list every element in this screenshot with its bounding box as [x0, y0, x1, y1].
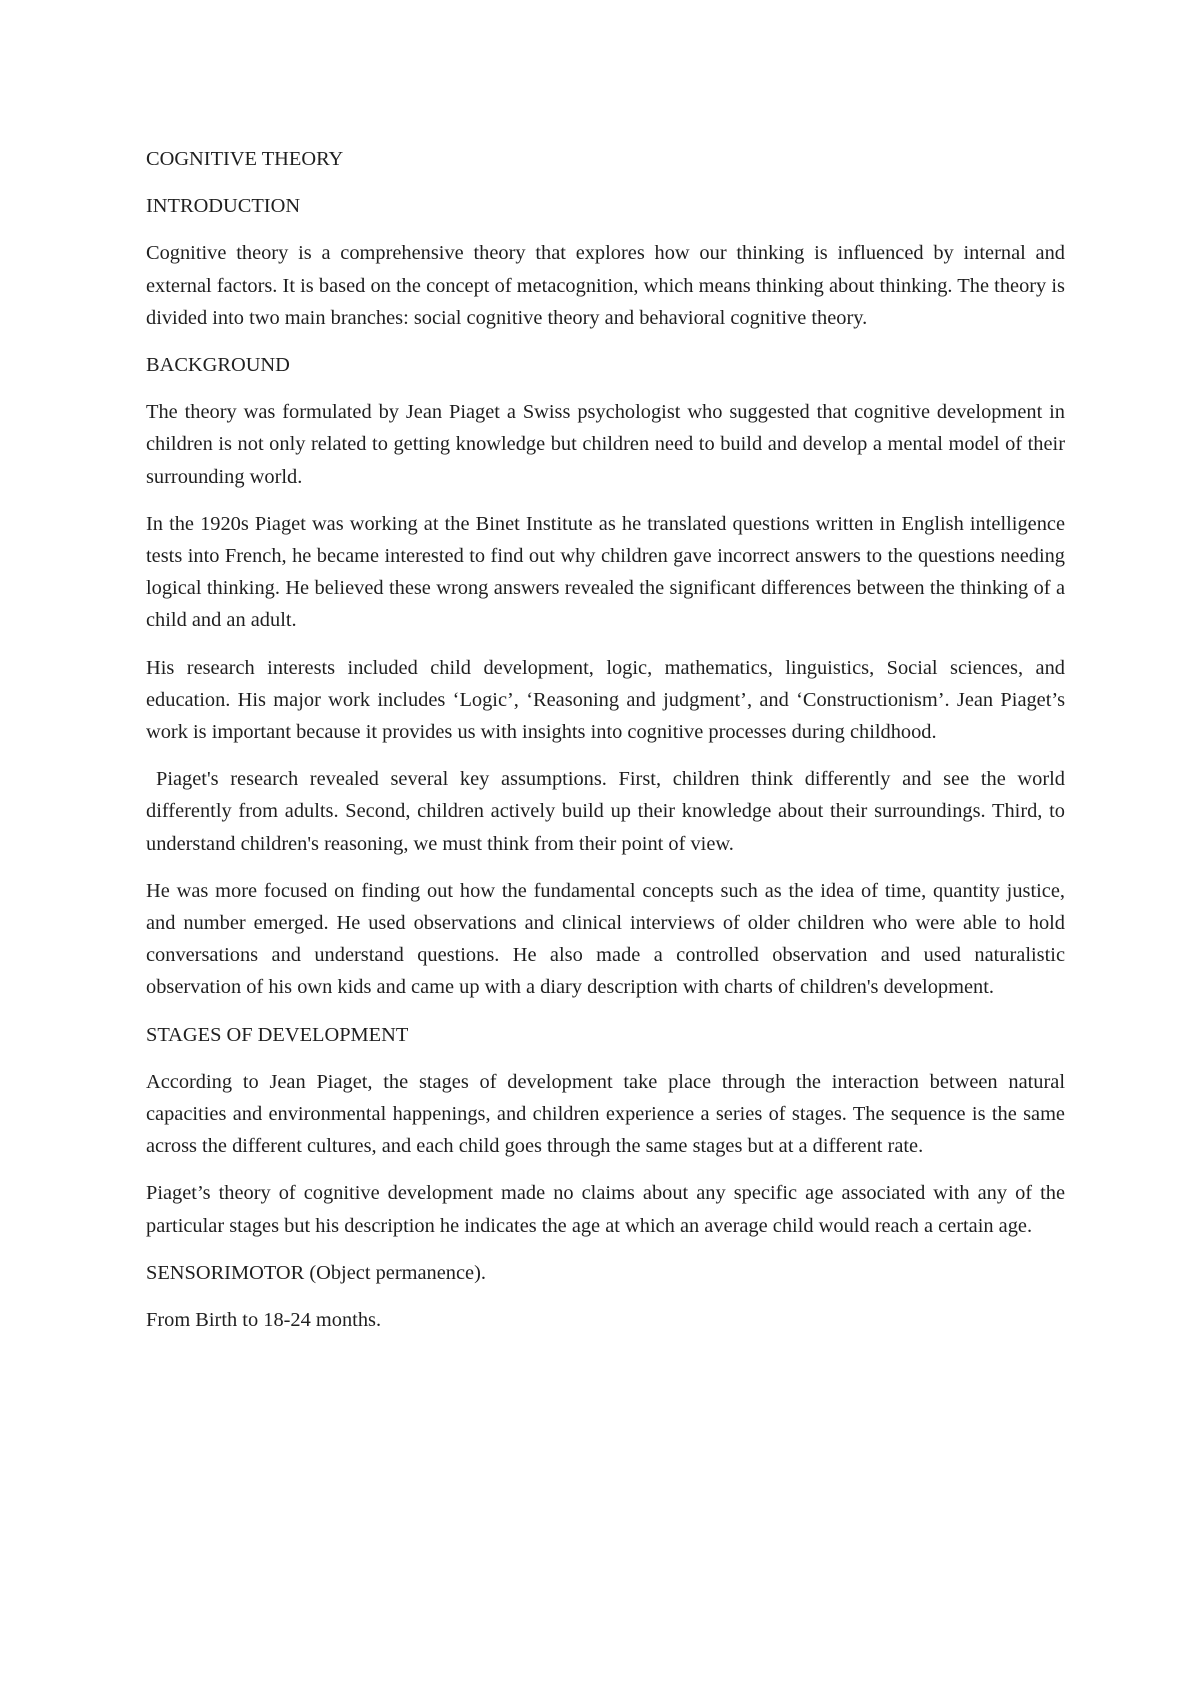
stages-paragraph-2: Piaget’s theory of cognitive development made no claims about any specific age associated with any of the particular stages but his description he indicates the age at which an average child would reach a certain age. — [146, 1182, 1065, 1237]
section-heading-background: BACKGROUND — [146, 354, 290, 377]
background-paragraph-5: He was more focused on finding out how the fundamental concepts such as the idea of time, quantity justice, and number emerged. He used observations and clinical interviews of older children who were able to hold conversations and understand questions. He also made a controlled observation and used naturalistic observation of his own kids and came up with a diary description with charts of children's development. — [146, 879, 1065, 999]
background-paragraph-3: His research interests included child development, logic, mathematics, linguistics, Social sciences, and education. His major work includes ‘Logic’, ‘Reasoning and judgment’, and ‘Constructionism’. Jean Piaget’s work is important because it provides us with insights into cognitive processes during childhood. — [146, 656, 1065, 744]
background-paragraph-2: In the 1920s Piaget was working at the Binet Institute as he translated questions written in English intelligence tests into French, he became interested to find out why children gave incorrect answers to the questions needing logical thinking. He believed these wrong answers revealed the significant differences between the thinking of a child and an adult. — [146, 512, 1065, 632]
sensorimotor-label: SENSORIMOTOR (Object permanence). — [146, 1261, 486, 1284]
document-body — [146, 143, 1065, 1351]
section-heading-introduction: INTRODUCTION — [146, 195, 301, 218]
sensorimotor-age: From Birth to 18-24 months. — [146, 1309, 382, 1332]
stages-paragraph-1: According to Jean Piaget, the stages of development take place through the interaction between natural capacities and environmental happenings, and children experience a series of stages. The sequence is the same across the different cultures, and each child goes through the same stages but at a different rate. — [146, 1070, 1065, 1158]
background-paragraph-1: The theory was formulated by Jean Piaget a Swiss psychologist who suggested that cognitive development in children is not only related to getting knowledge but children need to build and develop a mental model of their surrounding world. — [146, 401, 1065, 488]
introduction-paragraph: Cognitive theory is a comprehensive theory that explores how our thinking is influenced by internal and external factors. It is based on the concept of metacognition, which means thinking about thinking. The theory is divided into two main branches: social cognitive theory and behavioral cognitive theory. — [146, 242, 1065, 329]
document-title: COGNITIVE THEORY — [146, 148, 344, 170]
section-heading-stages: STAGES OF DEVELOPMENT — [146, 1023, 409, 1046]
background-paragraph-4: Piaget's research revealed several key assumptions. First, children think differently and see the world differently from adults. Second, children actively build up their knowledge about their surroundings. Third, to understand children's reasoning, we must think from their point of view. — [146, 768, 1065, 855]
